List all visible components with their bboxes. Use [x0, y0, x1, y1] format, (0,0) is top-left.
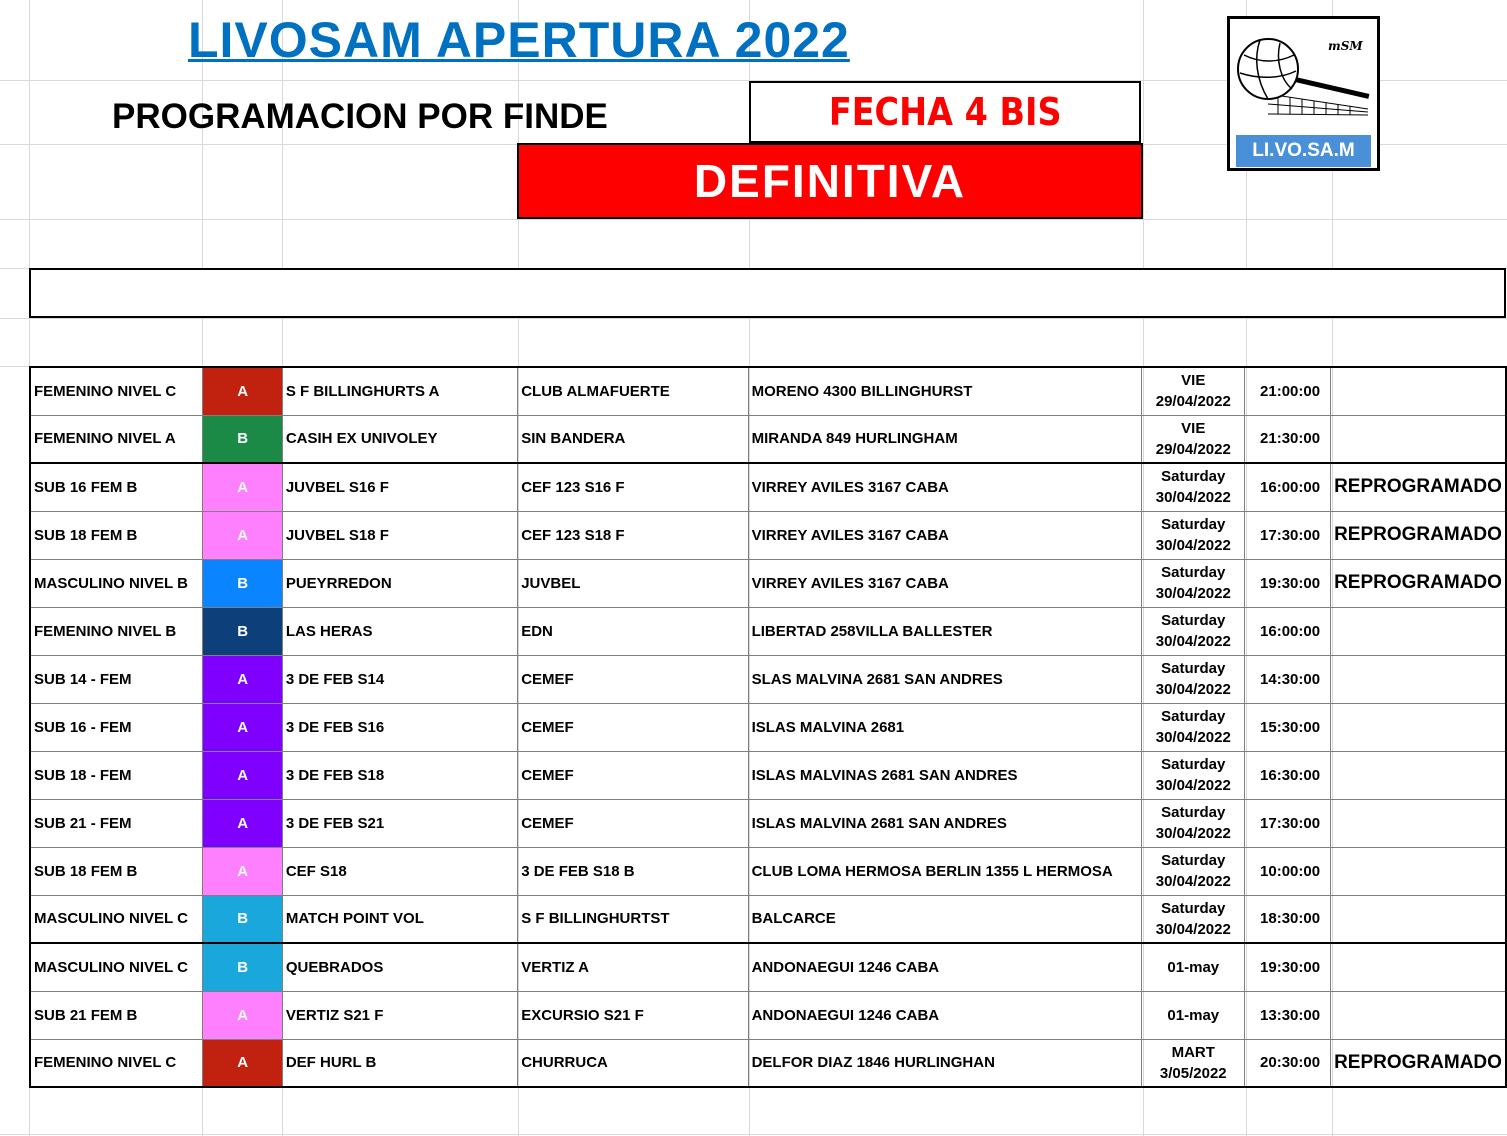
away-team-cell: CLUB ALMAFUERTE: [518, 367, 748, 415]
level-badge: B: [203, 415, 282, 463]
venue-cell: VIRREY AVILES 3167 CABA: [748, 559, 1142, 607]
day-label: Saturday: [1161, 899, 1226, 917]
table-row: [30, 463, 1506, 511]
venue-cell: ISLAS MALVINAS 2681 SAN ANDRES: [748, 751, 1142, 799]
home-team-cell: 3 DE FEB S18: [282, 751, 517, 799]
table-row: [30, 895, 1506, 943]
category-cell: SUB 21 - FEM: [30, 799, 203, 847]
time-cell: 20:30:00: [1245, 1039, 1331, 1087]
day-label: VIE: [1181, 419, 1206, 437]
level-badge: A: [203, 511, 282, 559]
status-cell: [1331, 367, 1506, 415]
away-team-cell: CEMEF: [518, 703, 748, 751]
level-badge: A: [203, 463, 282, 511]
date-label: 30/04/2022: [1155, 633, 1231, 650]
day-label: Saturday: [1161, 612, 1226, 629]
league-logo: [1227, 16, 1380, 171]
table-row: [30, 751, 1506, 799]
date-label: 30/04/2022: [1155, 537, 1231, 554]
category-cell: FEMENINO NIVEL B: [30, 607, 203, 655]
category-cell: SUB 16 - FEM: [30, 703, 203, 751]
page-title: LIVOSAM APERTURA 2022: [188, 12, 850, 68]
table-row: [30, 943, 1506, 991]
status-cell: [1331, 847, 1506, 895]
home-team-cell: VERTIZ S21 F: [282, 991, 517, 1039]
date-label: 30/04/2022: [1155, 729, 1231, 746]
away-team-cell: CEMEF: [518, 655, 748, 703]
category-cell: MASCULINO NIVEL B: [30, 559, 203, 607]
status-label: DEFINITIVA: [693, 155, 967, 207]
status-cell: [1331, 991, 1506, 1039]
day-label: Saturday: [1161, 468, 1226, 486]
category-cell: SUB 21 FEM B: [30, 991, 203, 1039]
venue-cell: BALCARCE: [748, 895, 1142, 943]
time-cell: 17:30:00: [1245, 511, 1331, 559]
volleyball-icon: [1230, 19, 1377, 134]
time-cell: 14:30:00: [1245, 655, 1331, 703]
day-label: Saturday: [1161, 660, 1226, 677]
table-row: [30, 703, 1506, 751]
level-badge: B: [203, 895, 282, 943]
category-cell: MASCULINO NIVEL C: [30, 895, 203, 943]
category-cell: SUB 18 FEM B: [30, 847, 203, 895]
venue-cell: CLUB LOMA HERMOSA BERLIN 1355 L HERMOSA: [748, 847, 1142, 895]
venue-cell: MIRANDA 849 HURLINGHAM: [748, 415, 1142, 463]
time-cell: 16:30:00: [1245, 751, 1331, 799]
day-label: Saturday: [1161, 708, 1226, 725]
category-cell: MASCULINO NIVEL C: [30, 943, 203, 991]
date-cell: [1142, 1039, 1245, 1087]
category-cell: FEMENINO NIVEL A: [30, 415, 203, 463]
table-row: [30, 991, 1506, 1039]
level-badge: A: [203, 991, 282, 1039]
home-team-cell: 3 DE FEB S14: [282, 655, 517, 703]
home-team-cell: 3 DE FEB S16: [282, 703, 517, 751]
date-label: 30/04/2022: [1155, 920, 1231, 938]
date-cell: [1142, 463, 1245, 511]
fecha-box: [749, 81, 1141, 143]
away-team-cell: EDN: [518, 607, 748, 655]
away-team-cell: CEMEF: [518, 799, 748, 847]
away-team-cell: 3 DE FEB S18 B: [518, 847, 748, 895]
table-row: [30, 511, 1506, 559]
away-team-cell: SIN BANDERA: [518, 415, 748, 463]
home-team-cell: DEF HURL B: [282, 1039, 517, 1087]
day-label: MART: [1171, 1043, 1215, 1061]
table-row: [30, 559, 1506, 607]
date-cell: [1142, 655, 1245, 703]
date-label: 30/04/2022: [1155, 873, 1231, 890]
table-row: [30, 1039, 1506, 1087]
status-cell: [1331, 607, 1506, 655]
date-cell: [1142, 511, 1245, 559]
time-cell: 10:00:00: [1245, 847, 1331, 895]
away-team-cell: JUVBEL: [518, 559, 748, 607]
date-cell: [1142, 991, 1245, 1039]
day-label: Saturday: [1161, 564, 1226, 581]
level-badge: A: [203, 1039, 282, 1087]
table-row: [30, 415, 1506, 463]
day-label: Saturday: [1161, 756, 1226, 773]
page-subtitle: PROGRAMACION POR FINDE: [112, 97, 608, 136]
time-cell: 18:30:00: [1245, 895, 1331, 943]
table-row: [30, 607, 1506, 655]
table-row: [30, 367, 1506, 415]
date-cell: [1142, 943, 1245, 991]
venue-cell: LIBERTAD 258VILLA BALLESTER: [748, 607, 1142, 655]
home-team-cell: JUVBEL S16 F: [282, 463, 517, 511]
time-cell: 19:30:00: [1245, 559, 1331, 607]
category-cell: SUB 18 - FEM: [30, 751, 203, 799]
date-cell: [1142, 703, 1245, 751]
level-badge: B: [203, 559, 282, 607]
level-badge: A: [203, 655, 282, 703]
home-team-cell: JUVBEL S18 F: [282, 511, 517, 559]
date-label: 01-may: [1167, 1006, 1220, 1024]
date-cell: [1142, 367, 1245, 415]
date-label: 30/04/2022: [1155, 681, 1231, 698]
date-cell: [1142, 895, 1245, 943]
level-badge: A: [203, 703, 282, 751]
level-badge: A: [203, 799, 282, 847]
home-team-cell: PUEYRREDON: [282, 559, 517, 607]
level-badge: B: [203, 943, 282, 991]
home-team-cell: MATCH POINT VOL: [282, 895, 517, 943]
status-cell: REPROGRAMADO: [1331, 1039, 1506, 1087]
date-label: 29/04/2022: [1155, 393, 1231, 411]
venue-cell: ANDONAEGUI 1246 CABA: [748, 991, 1142, 1039]
day-label: Saturday: [1161, 852, 1226, 869]
venue-cell: MORENO 4300 BILLINGHURST: [748, 367, 1142, 415]
date-label: 29/04/2022: [1155, 440, 1231, 458]
away-team-cell: S F BILLINGHURTST: [518, 895, 748, 943]
venue-cell: DELFOR DIAZ 1846 HURLINGHAN: [748, 1039, 1142, 1087]
date-label: 01-may: [1167, 958, 1220, 976]
venue-cell: VIRREY AVILES 3167 CABA: [748, 463, 1142, 511]
day-label: Saturday: [1161, 516, 1226, 533]
category-cell: SUB 18 FEM B: [30, 511, 203, 559]
home-team-cell: CASIH EX UNIVOLEY: [282, 415, 517, 463]
status-cell: [1331, 799, 1506, 847]
home-team-cell: 3 DE FEB S21: [282, 799, 517, 847]
date-cell: [1142, 751, 1245, 799]
venue-cell: VIRREY AVILES 3167 CABA: [748, 511, 1142, 559]
table-row: [30, 847, 1506, 895]
away-team-cell: EXCURSIO S21 F: [518, 991, 748, 1039]
time-cell: 21:30:00: [1245, 415, 1331, 463]
date-cell: [1142, 847, 1245, 895]
home-team-cell: CEF S18: [282, 847, 517, 895]
level-badge: A: [203, 847, 282, 895]
time-cell: 17:30:00: [1245, 799, 1331, 847]
table-row: [30, 655, 1506, 703]
away-team-cell: CHURRUCA: [518, 1039, 748, 1087]
time-cell: 16:00:00: [1245, 463, 1331, 511]
logo-label: LI.VO.SA.M: [1236, 135, 1371, 167]
time-cell: 15:30:00: [1245, 703, 1331, 751]
level-badge: B: [203, 607, 282, 655]
date-cell: [1142, 799, 1245, 847]
level-badge: A: [203, 367, 282, 415]
venue-cell: SLAS MALVINA 2681 SAN ANDRES: [748, 655, 1142, 703]
category-cell: FEMENINO NIVEL C: [30, 1039, 203, 1087]
status-banner: [517, 143, 1143, 219]
status-cell: REPROGRAMADO: [1331, 463, 1506, 511]
date-label: 30/04/2022: [1155, 489, 1231, 507]
away-team-cell: VERTIZ A: [518, 943, 748, 991]
status-cell: [1331, 751, 1506, 799]
time-cell: 21:00:00: [1245, 367, 1331, 415]
level-badge: A: [203, 751, 282, 799]
time-cell: 13:30:00: [1245, 991, 1331, 1039]
logo-mark: mSM: [1328, 39, 1363, 53]
venue-cell: ISLAS MALVINA 2681 SAN ANDRES: [748, 799, 1142, 847]
home-team-cell: LAS HERAS: [282, 607, 517, 655]
day-label: VIE: [1181, 372, 1206, 390]
venue-cell: ANDONAEGUI 1246 CABA: [748, 943, 1142, 991]
date-label: 3/05/2022: [1159, 1064, 1227, 1082]
category-cell: FEMENINO NIVEL C: [30, 367, 203, 415]
home-team-cell: S F BILLINGHURTS A: [282, 367, 517, 415]
date-cell: [1142, 559, 1245, 607]
fecha-label: FECHA 4 BIS: [828, 90, 1062, 134]
category-cell: SUB 16 FEM B: [30, 463, 203, 511]
status-cell: [1331, 703, 1506, 751]
away-team-cell: CEMEF: [518, 751, 748, 799]
date-label: 30/04/2022: [1155, 777, 1231, 794]
home-team-cell: QUEBRADOS: [282, 943, 517, 991]
schedule-table: [29, 366, 1507, 1088]
date-label: 30/04/2022: [1155, 585, 1231, 602]
date-label: 30/04/2022: [1155, 825, 1231, 842]
status-cell: [1331, 655, 1506, 703]
away-team-cell: CEF 123 S18 F: [518, 511, 748, 559]
date-cell: [1142, 415, 1245, 463]
time-cell: 16:00:00: [1245, 607, 1331, 655]
day-label: Saturday: [1161, 804, 1226, 821]
status-cell: [1331, 943, 1506, 991]
status-cell: REPROGRAMADO: [1331, 511, 1506, 559]
status-cell: REPROGRAMADO: [1331, 559, 1506, 607]
notes-box: [29, 268, 1506, 318]
category-cell: SUB 14 - FEM: [30, 655, 203, 703]
date-cell: [1142, 607, 1245, 655]
table-row: [30, 799, 1506, 847]
time-cell: 19:30:00: [1245, 943, 1331, 991]
away-team-cell: CEF 123 S16 F: [518, 463, 748, 511]
status-cell: [1331, 895, 1506, 943]
venue-cell: ISLAS MALVINA 2681: [748, 703, 1142, 751]
status-cell: [1331, 415, 1506, 463]
